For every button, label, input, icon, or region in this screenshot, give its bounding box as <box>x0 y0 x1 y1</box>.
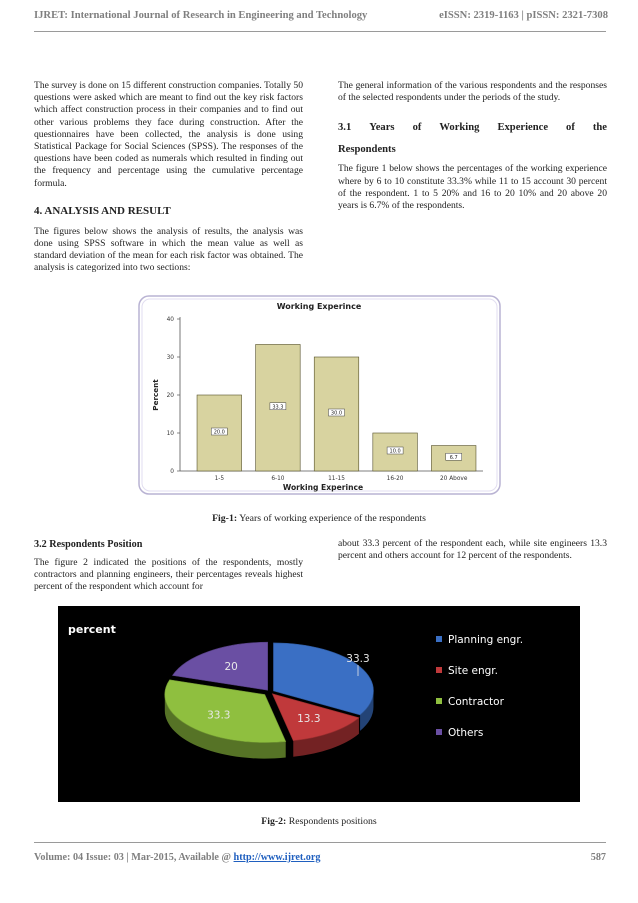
pie-value-label: 33.3 <box>207 709 231 722</box>
positions-paragraph: The figure 2 indicated the positions of the respondents, mostly contractors and planning engineers, their percentages reveals highest percent of the respondent which account for <box>34 557 303 593</box>
working-experience-bar-chart <box>138 295 501 495</box>
fig1-caption-text: Years of working experience of the respondents <box>237 513 426 524</box>
positions-paragraph-cont: about 33.3 percent of the respondent each, while site engineers 13.3 percent and others account for 12 percent of the respondents. <box>338 538 607 562</box>
legend-label: Contractor <box>448 696 504 708</box>
section-3-2-heading: 3.2 Respondents Position <box>34 539 143 550</box>
left-column-bottom <box>34 538 303 594</box>
journal-title: IJRET: International Journal of Research in Engineering and Technology <box>34 10 368 21</box>
pie-value-label: 33.3 <box>346 653 370 665</box>
legend-label: Site engr. <box>448 665 498 677</box>
y-tick-label: 30 <box>166 355 174 362</box>
fig2-caption-label: Fig-2: <box>261 816 287 827</box>
legend-label: Planning engr. <box>448 634 524 646</box>
x-tick-label: 20 Above <box>439 476 468 482</box>
heading-word: of <box>566 122 575 134</box>
x-tick-label: 11-15 <box>328 476 345 482</box>
heading-word: Working <box>439 122 480 134</box>
working-experience-paragraph: The figure 1 below shows the percentages of the working experience where by 6 to 10 constitute 33.3% while 11 to 15 account 30 percent of the respondent. 1 to 5 20% and 16 to 20 10% and 20 above 20 years is 6.7% of the respondents. <box>338 163 607 212</box>
x-tick-label: 16-20 <box>386 476 404 482</box>
data-label: 6.7 <box>449 454 458 461</box>
page-footer <box>34 852 606 863</box>
header-rule <box>34 31 606 32</box>
analysis-paragraph: The figures below shows the analysis of results, the analysis was done using SPSS software in which the mean value as well as standard deviation of the mean for each risk factor was obtained. The analysis is categorized into two sections: <box>34 225 303 274</box>
pie-value-label: 20 <box>224 661 238 674</box>
heading-word: Years <box>369 122 395 134</box>
heading-word: 3.1 <box>338 122 352 134</box>
legend-swatch <box>436 698 442 704</box>
data-label: 20.0 <box>213 429 225 436</box>
heading-word: of <box>412 122 422 134</box>
y-axis-label: Percent <box>151 379 160 411</box>
y-tick-label: 20 <box>166 393 174 400</box>
x-axis-label: Working Experince <box>282 483 364 492</box>
section-4-heading: 4. ANALYSIS AND RESULT <box>34 204 171 217</box>
y-tick-label: 40 <box>166 317 174 324</box>
x-tick-label: 6-10 <box>271 476 285 482</box>
footer-rule <box>34 842 606 843</box>
pie-title: percent <box>68 623 116 636</box>
right-column-top <box>338 80 607 212</box>
legend-label: Others <box>448 727 484 739</box>
issn: eISSN: 2319-1163 | pISSN: 2321-7308 <box>439 10 608 21</box>
footer-volume <box>34 852 321 863</box>
data-label: 10.0 <box>389 448 401 455</box>
section-3-1-heading <box>338 121 607 135</box>
fig2-caption <box>0 816 638 827</box>
data-label: 30.0 <box>330 410 343 417</box>
volume-text: Volume: 04 Issue: 03 | Mar-2015, Available @ <box>34 852 234 863</box>
chart-title: Working Experince <box>276 302 362 311</box>
heading-word: the <box>592 122 607 134</box>
y-tick-label: 10 <box>166 431 174 438</box>
heading-word: Experience <box>497 122 549 134</box>
pie-value-label: 13.3 <box>297 712 321 725</box>
legend-swatch <box>436 636 442 642</box>
data-label: 33.3 <box>272 404 284 411</box>
respondents-position-pie-chart <box>58 606 580 802</box>
journal-link[interactable]: http://www.ijret.org <box>233 852 321 863</box>
page-header <box>34 10 608 21</box>
fig2-caption-text: Respondents positions <box>286 816 377 827</box>
legend-swatch <box>436 729 442 735</box>
fig1-caption <box>0 513 638 524</box>
y-tick-label: 0 <box>170 469 174 476</box>
left-column-top <box>34 80 303 275</box>
survey-paragraph: The survey is done on 15 different construction companies. Totally 50 questions were asked which are meant to find out the key risk factors which affect construction process in their companies and to find out other various problems they face during construction. After the questionnaires have been collected, the analysis is done using Statistical Package for Social Sciences (SPSS). The responses of the questions have been coded as numerals which resulted in finding out the frequency and percentage using the cumulative percentage formula. <box>34 80 303 189</box>
legend-swatch <box>436 667 442 673</box>
general-info-paragraph: The general information of the various respondents and the responses of the selected respondents under the periods of the study. <box>338 80 607 104</box>
fig1-caption-label: Fig-1: <box>212 513 238 524</box>
x-tick-label: 1-5 <box>214 476 225 482</box>
section-3-1-heading-line2: Respondents <box>338 144 396 156</box>
page-number: 587 <box>590 852 606 863</box>
right-column-bottom <box>338 538 607 562</box>
